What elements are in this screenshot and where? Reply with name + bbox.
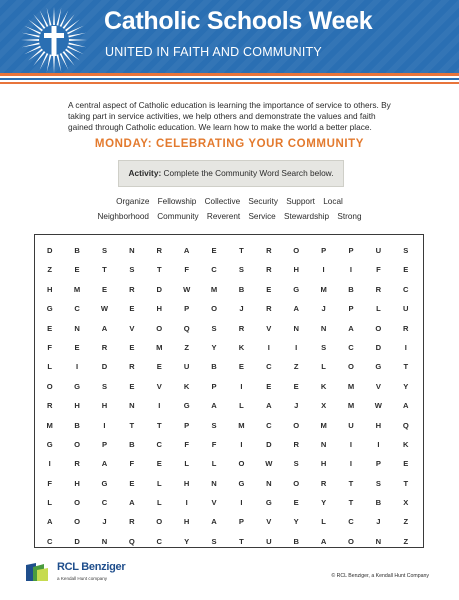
activity-label: Activity: [128,168,162,178]
grid-letter: G [293,284,300,294]
grid-letter: V [266,323,272,333]
grid-letter: D [375,342,382,352]
grid-letter: E [74,342,80,352]
grid-letter: H [156,304,162,314]
grid-letter: A [211,517,217,527]
grid-letter: I [404,342,407,352]
grid-letter: S [211,536,217,546]
grid-letter: J [239,304,244,314]
grid-letter: O [74,517,81,527]
grid-letter: O [293,246,300,255]
grid-letter: R [320,478,327,488]
grid-letter: F [211,439,217,449]
grid-letter: S [101,381,108,391]
grid-letter: U [348,420,354,430]
grid-letter: C [348,517,354,527]
grid-letter: S [293,459,299,469]
grid-letter: L [156,478,162,488]
grid-letter: V [211,498,217,508]
grid-letter: C [266,362,272,372]
grid-letter: C [74,304,80,314]
grid-letter: M [238,420,245,430]
grid-letter: S [238,265,244,275]
grid-letter: O [74,498,81,508]
grid-letter: R [156,246,162,255]
grid-letter: R [74,459,80,469]
grid-letter: E [129,342,135,352]
grid-letter: O [156,323,163,333]
grid-letter: I [76,362,79,372]
grid-letter: I [158,401,161,411]
rcl-benziger-logo-icon [24,561,54,583]
grid-letter: D [74,536,80,546]
grid-letter: O [74,439,81,449]
grid-letter: E [156,459,162,469]
grid-letter: I [185,498,188,508]
grid-letter: I [349,265,353,275]
grid-letter: O [156,517,163,527]
grid-letter: I [267,342,270,352]
grid-letter: A [293,304,299,314]
grid-letter: Z [293,362,299,372]
grid-letter: A [348,323,354,333]
grid-letter: R [266,246,272,255]
grid-letter: B [375,498,382,508]
word-item: Fellowship [157,197,197,206]
word-item: Security [248,197,278,206]
word-item: Local [323,197,343,206]
grid-letter: R [46,401,53,411]
grid-letter: N [101,536,108,546]
cross-sunburst-icon [18,2,90,74]
grid-letter: E [403,459,409,469]
word-item: Community [157,212,199,221]
grid-letter: N [129,401,135,411]
grid-letter: V [375,381,381,391]
word-item: Neighborhood [97,212,149,221]
day-title: MONDAY: CELEBRATING YOUR COMMUNITY [94,138,365,150]
grid-letter: B [211,362,217,372]
grid-letter: C [156,536,162,546]
grid-letter: M [347,381,355,391]
grid-letter: U [403,304,409,314]
grid-letter: O [375,323,382,333]
grid-letter: H [74,401,80,411]
grid-letter: L [47,498,53,508]
grid-letter: Y [211,342,217,352]
word-item: Collective [204,197,241,206]
grid-letter: L [239,401,244,411]
grid-letter: E [266,381,272,391]
grid-letter: T [156,265,162,275]
grid-letter: L [184,459,189,469]
activity-box [118,160,344,187]
grid-letter: V [129,323,135,333]
grid-letter: T [239,246,244,255]
grid-letter: V [156,381,162,391]
grid-letter: I [349,439,353,449]
grid-letter: U [183,362,190,372]
grid-letter: N [74,323,80,333]
grid-letter: T [156,420,162,430]
grid-letter: D [156,284,162,294]
grid-letter: Y [403,381,409,391]
grid-letter: Z [184,342,189,352]
grid-letter: G [265,498,272,508]
grid-letter: F [129,459,135,469]
grid-letter: I [377,439,380,449]
grid-letter: T [348,498,354,508]
grid-letter: L [211,459,217,469]
grid-letter: R [129,362,135,372]
grid-letter: A [266,401,272,411]
grid-letter: H [101,401,108,411]
grid-letter: G [183,401,190,411]
grid-letter: B [74,420,80,430]
grid-letter: B [74,246,80,255]
intro-paragraph: A central aspect of Catholic education is learning the importance of service to others. By taking part in service activities, we help others and demonstrate the values and faith gained through Catholic education. We learn how to make the world a better place. [68,100,391,132]
word-search-grid [34,241,424,551]
grid-letter: I [295,342,298,352]
grid-letter: S [101,246,108,255]
grid-letter: T [348,478,354,488]
grid-letter: N [211,478,217,488]
grid-letter: Q [402,420,409,430]
grid-letter: E [156,362,162,372]
grid-letter: E [211,246,217,255]
banner-title: Catholic Schools Week [104,7,373,35]
grid-letter: U [375,246,382,255]
grid-letter: R [238,323,245,333]
grid-letter: J [321,304,326,314]
grid-letter: T [129,420,135,430]
grid-letter: G [46,304,53,314]
grid-letter: O [348,536,354,546]
grid-letter: S [321,342,327,352]
grid-letter: P [184,420,190,430]
grid-letter: T [403,478,409,488]
grid-letter: W [265,459,273,469]
grid-letter: H [375,420,382,430]
grid-letter: H [293,265,299,275]
grid-letter: B [129,439,135,449]
grid-letter: N [129,246,135,255]
grid-letter: W [183,284,191,294]
grid-letter: P [184,304,190,314]
grid-letter: M [210,284,218,294]
grid-letter: P [238,517,244,527]
grid-letter: O [238,459,245,469]
grid-letter: M [347,401,355,411]
grid-letter: G [74,381,81,391]
logo-subtitle: a Kendall Hunt company [57,576,108,581]
grid-letter: Y [321,498,327,508]
grid-letter: E [74,265,80,275]
grid-letter: U [266,536,272,546]
banner-subtitle: UNITED IN FAITH AND COMMUNITY [105,45,322,59]
grid-letter: N [375,536,382,546]
grid-letter: V [266,517,272,527]
grid-letter: O [293,420,300,430]
grid-letter: L [47,362,53,372]
grid-letter: A [101,323,108,333]
grid-letter: E [47,323,53,333]
grid-letter: I [103,420,106,430]
grid-letter: L [321,362,326,372]
grid-letter: L [321,517,326,527]
grid-letter: O [348,362,354,372]
grid-letter: R [129,284,135,294]
grid-letter: H [74,478,80,488]
grid-letter: E [238,362,244,372]
grid-letter: K [403,439,409,449]
grid-letter: F [184,265,189,275]
copyright-notice: © RCL Benziger, a Kendall Hunt Company [331,573,429,579]
grid-letter: Z [47,265,53,275]
grid-letter: B [238,284,245,294]
grid-letter: K [238,342,245,352]
grid-letter: P [101,439,108,449]
logo-name: RCL Benziger [57,561,126,573]
header-banner [0,0,459,73]
grid-letter: E [129,381,135,391]
grid-letter: E [266,284,272,294]
grid-letter: R [266,304,272,314]
grid-letter: A [129,498,135,508]
grid-letter: E [101,284,108,294]
grid-letter: W [374,401,382,411]
grid-letter: B [348,284,354,294]
grid-letter: R [293,439,299,449]
grid-letter: R [266,265,272,275]
grid-letter: H [183,478,190,488]
grid-letter: B [293,536,299,546]
grid-letter: X [321,401,327,411]
grid-letter: G [375,362,382,372]
word-list-row-1 [0,197,459,206]
grid-letter: O [46,381,53,391]
grid-letter: F [47,342,53,352]
stripe-divider [0,82,459,84]
grid-letter: P [375,459,381,469]
grid-letter: K [320,381,327,391]
word-item: Reverent [206,212,241,221]
grid-letter: Q [128,536,135,546]
grid-letter: J [376,517,381,527]
grid-letter: S [211,323,217,333]
grid-letter: C [211,265,217,275]
word-item: Organize [116,197,150,206]
grid-letter: I [240,439,243,449]
grid-letter: O [211,304,217,314]
word-item: Support [286,197,315,206]
grid-letter: N [320,439,327,449]
activity-text: Complete the Community Word Search below. [163,168,334,178]
grid-letter: I [240,498,243,508]
grid-letter: Y [184,536,190,546]
grid-letter: X [403,498,409,508]
grid-letter: T [239,536,244,546]
grid-letter: E [293,381,299,391]
word-item: Service [248,212,276,221]
grid-letter: C [101,498,108,508]
grid-letter: L [156,498,162,508]
grid-letter: F [47,478,53,488]
grid-letter: Z [403,536,409,546]
grid-letter: H [183,517,190,527]
grid-letter: C [156,439,162,449]
grid-letter: W [100,304,109,314]
grid-letter: F [376,265,381,275]
grid-letter: G [101,478,108,488]
grid-letter: S [211,420,217,430]
grid-letter: E [403,265,409,275]
grid-letter: C [348,342,354,352]
grid-letter: P [348,246,354,255]
grid-letter: E [293,498,299,508]
grid-letter: D [101,362,108,372]
grid-letter: A [211,401,217,411]
grid-letter: E [129,304,135,314]
grid-letter: Y [293,517,299,527]
grid-letter: Q [183,323,190,333]
grid-letter: G [238,478,245,488]
grid-letter: K [183,381,190,391]
grid-letter: G [46,439,53,449]
grid-letter: T [102,265,107,275]
grid-letter: N [320,323,327,333]
grid-letter: L [376,304,381,314]
grid-letter: M [320,420,327,430]
word-item: Stewardship [284,212,330,221]
grid-letter: M [46,420,53,430]
grid-letter: P [321,246,327,255]
grid-letter: D [46,246,53,255]
grid-letter: D [266,439,272,449]
grid-letter: R [101,342,108,352]
grid-letter: C [46,536,53,546]
grid-letter: I [240,381,243,391]
grid-letter: C [266,420,272,430]
grid-letter: Z [403,517,409,527]
grid-letter: I [322,265,325,275]
grid-letter: N [293,323,299,333]
grid-letter: H [320,459,327,469]
grid-letter: A [320,536,327,546]
grid-letter: M [320,284,327,294]
grid-letter: F [184,439,189,449]
grid-letter: C [403,284,409,294]
grid-letter: M [156,342,163,352]
grid-letter: R [129,517,135,527]
grid-letter: A [101,459,108,469]
grid-letter: I [48,459,51,469]
grid-letter: S [129,265,135,275]
grid-letter: A [46,517,53,527]
grid-letter: H [46,284,53,294]
grid-letter: R [403,323,409,333]
grid-letter: S [403,246,409,255]
grid-letter: J [102,517,107,527]
grid-letter: O [293,478,300,488]
grid-letter: E [129,478,135,488]
grid-letter: I [349,459,353,469]
grid-letter: R [375,284,382,294]
grid-letter: P [348,304,354,314]
word-list-row-2 [0,212,459,221]
grid-letter: A [183,246,190,255]
grid-letter: S [375,478,381,488]
grid-letter: N [266,478,272,488]
grid-letter: A [403,401,409,411]
grid-letter: J [294,401,299,411]
word-item: Strong [337,212,362,221]
grid-letter: M [73,284,81,294]
grid-letter: T [403,362,409,372]
grid-letter: P [211,381,217,391]
